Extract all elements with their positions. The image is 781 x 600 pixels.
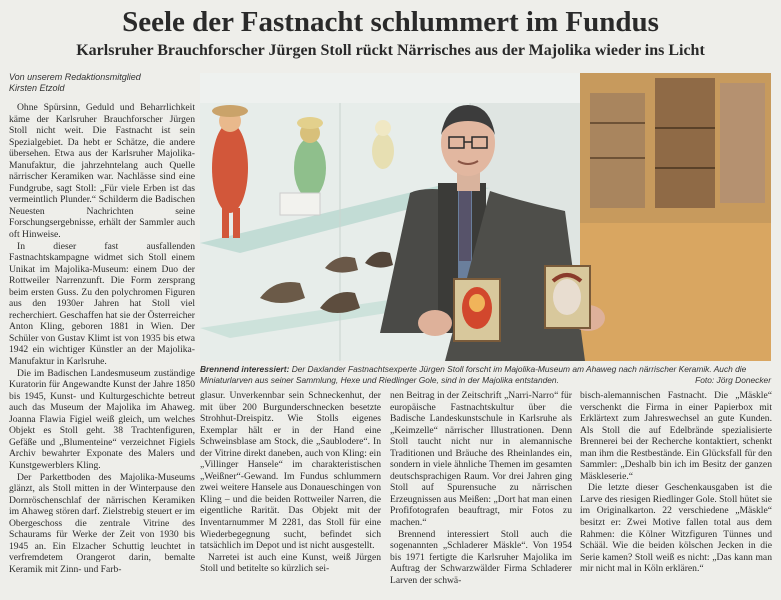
paragraph: Narretei ist auch eine Kunst, weiß Jürgen Stoll und betitelte so kürzlich sei-	[200, 551, 381, 575]
photo-credit: Foto: Jörg Donecker	[695, 374, 771, 385]
paragraph: glasur. Unverkennbar sein Schneckenhut, der mit über 200 Burgunderschnecken besetzte Strohhut-Dreispitz. Wie Stolls eigenes Exemplar hält er in der Hand eine Schweinsblase am Stock, die „Saublodere“. In der Vitrine direkt daneben, auch von Kling: ein „Villinger Hansele“ im charakteristischen „Weißner“-Gewand. Im Fundus schlummern zwei weitere Hansele aus Donaueschingen von Kling – und die beiden Rottweiler Narren, die eigentliche Rarität. Das Objekt mit der Inventarnummer M 2281, das Stoll für eine Wiederbegegnung sucht, befindet sich tatsächlich im Depot und ist nicht ausgestellt.	[200, 390, 381, 552]
paragraph: Brennend interessiert Stoll auch die sogenannten „Schladerer Mäskle“. Von 1954 bis 1971 fertigte die Karlsruher Majolika im Auftrag der Schwarzwälder Firma Schladerer Larven der schwä-	[390, 528, 572, 586]
byline	[9, 72, 195, 94]
paragraph: In dieser fast ausfallenden Fastnachtskampagne widmet sich Stoll einem Unikat im Majolika-Museum: einem Duo der Rottweiler Narrenzunft. Die Form zersprang beim ersten Guss. Zu den polychromen Figuren aus den 1930er Jahren hat Stoll viel recherchiert. Geschaffen hat sie der Österreicher Anton Kling, geboren 1881 in Wien. Der Schüler von Gustav Klimt ist von 1935 bis etwa 1942 ein wichtiger Künstler an der Majolika-Manufaktur in Karlsruhe.	[9, 240, 195, 368]
caption-text: Der Daxlander Fastnachtsexperte Jürgen Stoll forscht im Majolika-Museum am Ahaweg nach närrischer Keramik. Auch die Miniaturlarven aus seiner Sammlung, Hexe und Riedlinger Gole, sind in der Majolika entstanden.	[200, 364, 747, 385]
article-photo	[200, 73, 771, 361]
byline-author: Kirsten Etzold	[9, 83, 65, 93]
caption-lead: Brennend interessiert:	[200, 364, 290, 374]
article-column-1	[9, 102, 195, 598]
paragraph: nen Beitrag in der Zeitschrift „Narri-Narro“ für europäische Fastnachtskultur über die Badische Landeskunstschule in Karlsruhe als „Keimzelle“ närrischer Illustrationen. Denn Stoll taucht nicht nur in alemannische Traditionen und Bräuche des Rheinlandes ein, sondern in viele ähnliche Themen im gesamten deutschsprachigen Raum. Vor drei Jahren ging Stoll auf Spurensuche zu närrischen Erzeugnissen aus Meißen: „Dort hat man einen Profifotografen beauftragt, mir Fotos zu machen.“	[390, 390, 572, 529]
byline-role: Von unserem Redaktionsmitglied	[9, 72, 141, 82]
photo-caption	[200, 364, 771, 385]
paragraph: Der Parkettboden des Majolika-Museums glänzt, als Stoll mitten in der Winterpause den Dornröschenschlaf der närrischen Keramiken im Ahaweg stören darf. Zielstrebig steuert er im Obergeschoss die zentrale Vitrine des Schaurams für Werke der Zeit von 1930 bis 1945 an. Ein Elzacher Schuttig leuchtet in verfremdetem Orangerot darin, bemalte Keramik mit Zinn- und Farb-	[9, 471, 195, 575]
museum-photo-illustration	[200, 73, 771, 361]
article-column-3	[390, 390, 572, 600]
article-column-4	[580, 390, 772, 600]
paragraph: Ohne Spürsinn, Geduld und Beharrlichkeit käme der Karlsruher Brauchforscher Jürgen Stoll nicht weit. Die Fastnacht ist sein Spezialgebiet. Da hebt er Schätze, die andere übersehen. Etwa aus der Karlsruher Majolika-Manufaktur, die jahrzehntelang auch Quelle närrischer Keramiken war. Nachlässe sind eine Fundgrube, sagt Stoll: „Für viele Erben ist das vermeintlich Plunder.“ Schilderm die Badischen Neuesten Nachrichten seine Forschungsergebnisse, erhält der Sammler auch oft Hinweise.	[9, 102, 195, 241]
subheadline: Karlsruher Brauchforscher Jürgen Stoll rückt Närrisches aus der Majolika wieder ins Licht	[76, 42, 705, 59]
headline: Seele der Fastnacht schlummert im Fundus	[122, 6, 659, 38]
paragraph: bisch-alemannischen Fastnacht. Die „Mäskle“ verschenkt die Firma in einer Papierbox mit Erklärtext zum Jahreswechsel an gute Kunden. Als Stoll die auf Edelbrände spezialisierte Brennerei bei der Recherche kontaktiert, schenkt man ihm die Restbestände. Ein Glücksfall für den Sammler: „Deshalb bin ich im Besitz der ganzen Mäskleserie.“	[580, 390, 772, 482]
article-column-2	[200, 390, 381, 600]
paragraph: Die letzte dieser Geschenkausgaben ist die Larve des riesigen Riedlinger Gole. Stoll hütet sie im Originalkarton. 22 verschiedene „Mäskle“ besitzt er: Zwei Motive fallen total aus dem Rahmen: die Kölner Witzfiguren Tünnes und Schääl. Wie die beiden kölschen Jecken in die Serie kamen? Stoll weiß es nicht: „Das kann man mir nicht mal in Köln erklären.“	[580, 482, 772, 575]
paragraph: Die im Badischen Landesmuseum zuständige Kuratorin für Angewandte Kunst der Jahre 1850 bis 1945, Kunst- und Kulturgeschichte betreut auch das Museum der Majolika im Ahaweg. Joanna Flawia Figiel weiß gleich, um welches Objekt es Stoll geht. 38 Trachtenfiguren, Gefäße und „Blumenteine“ verzeichnet Figiels Archiv bewahrter Exponate des Malers und Kunstgewerblers Kling.	[9, 367, 195, 471]
